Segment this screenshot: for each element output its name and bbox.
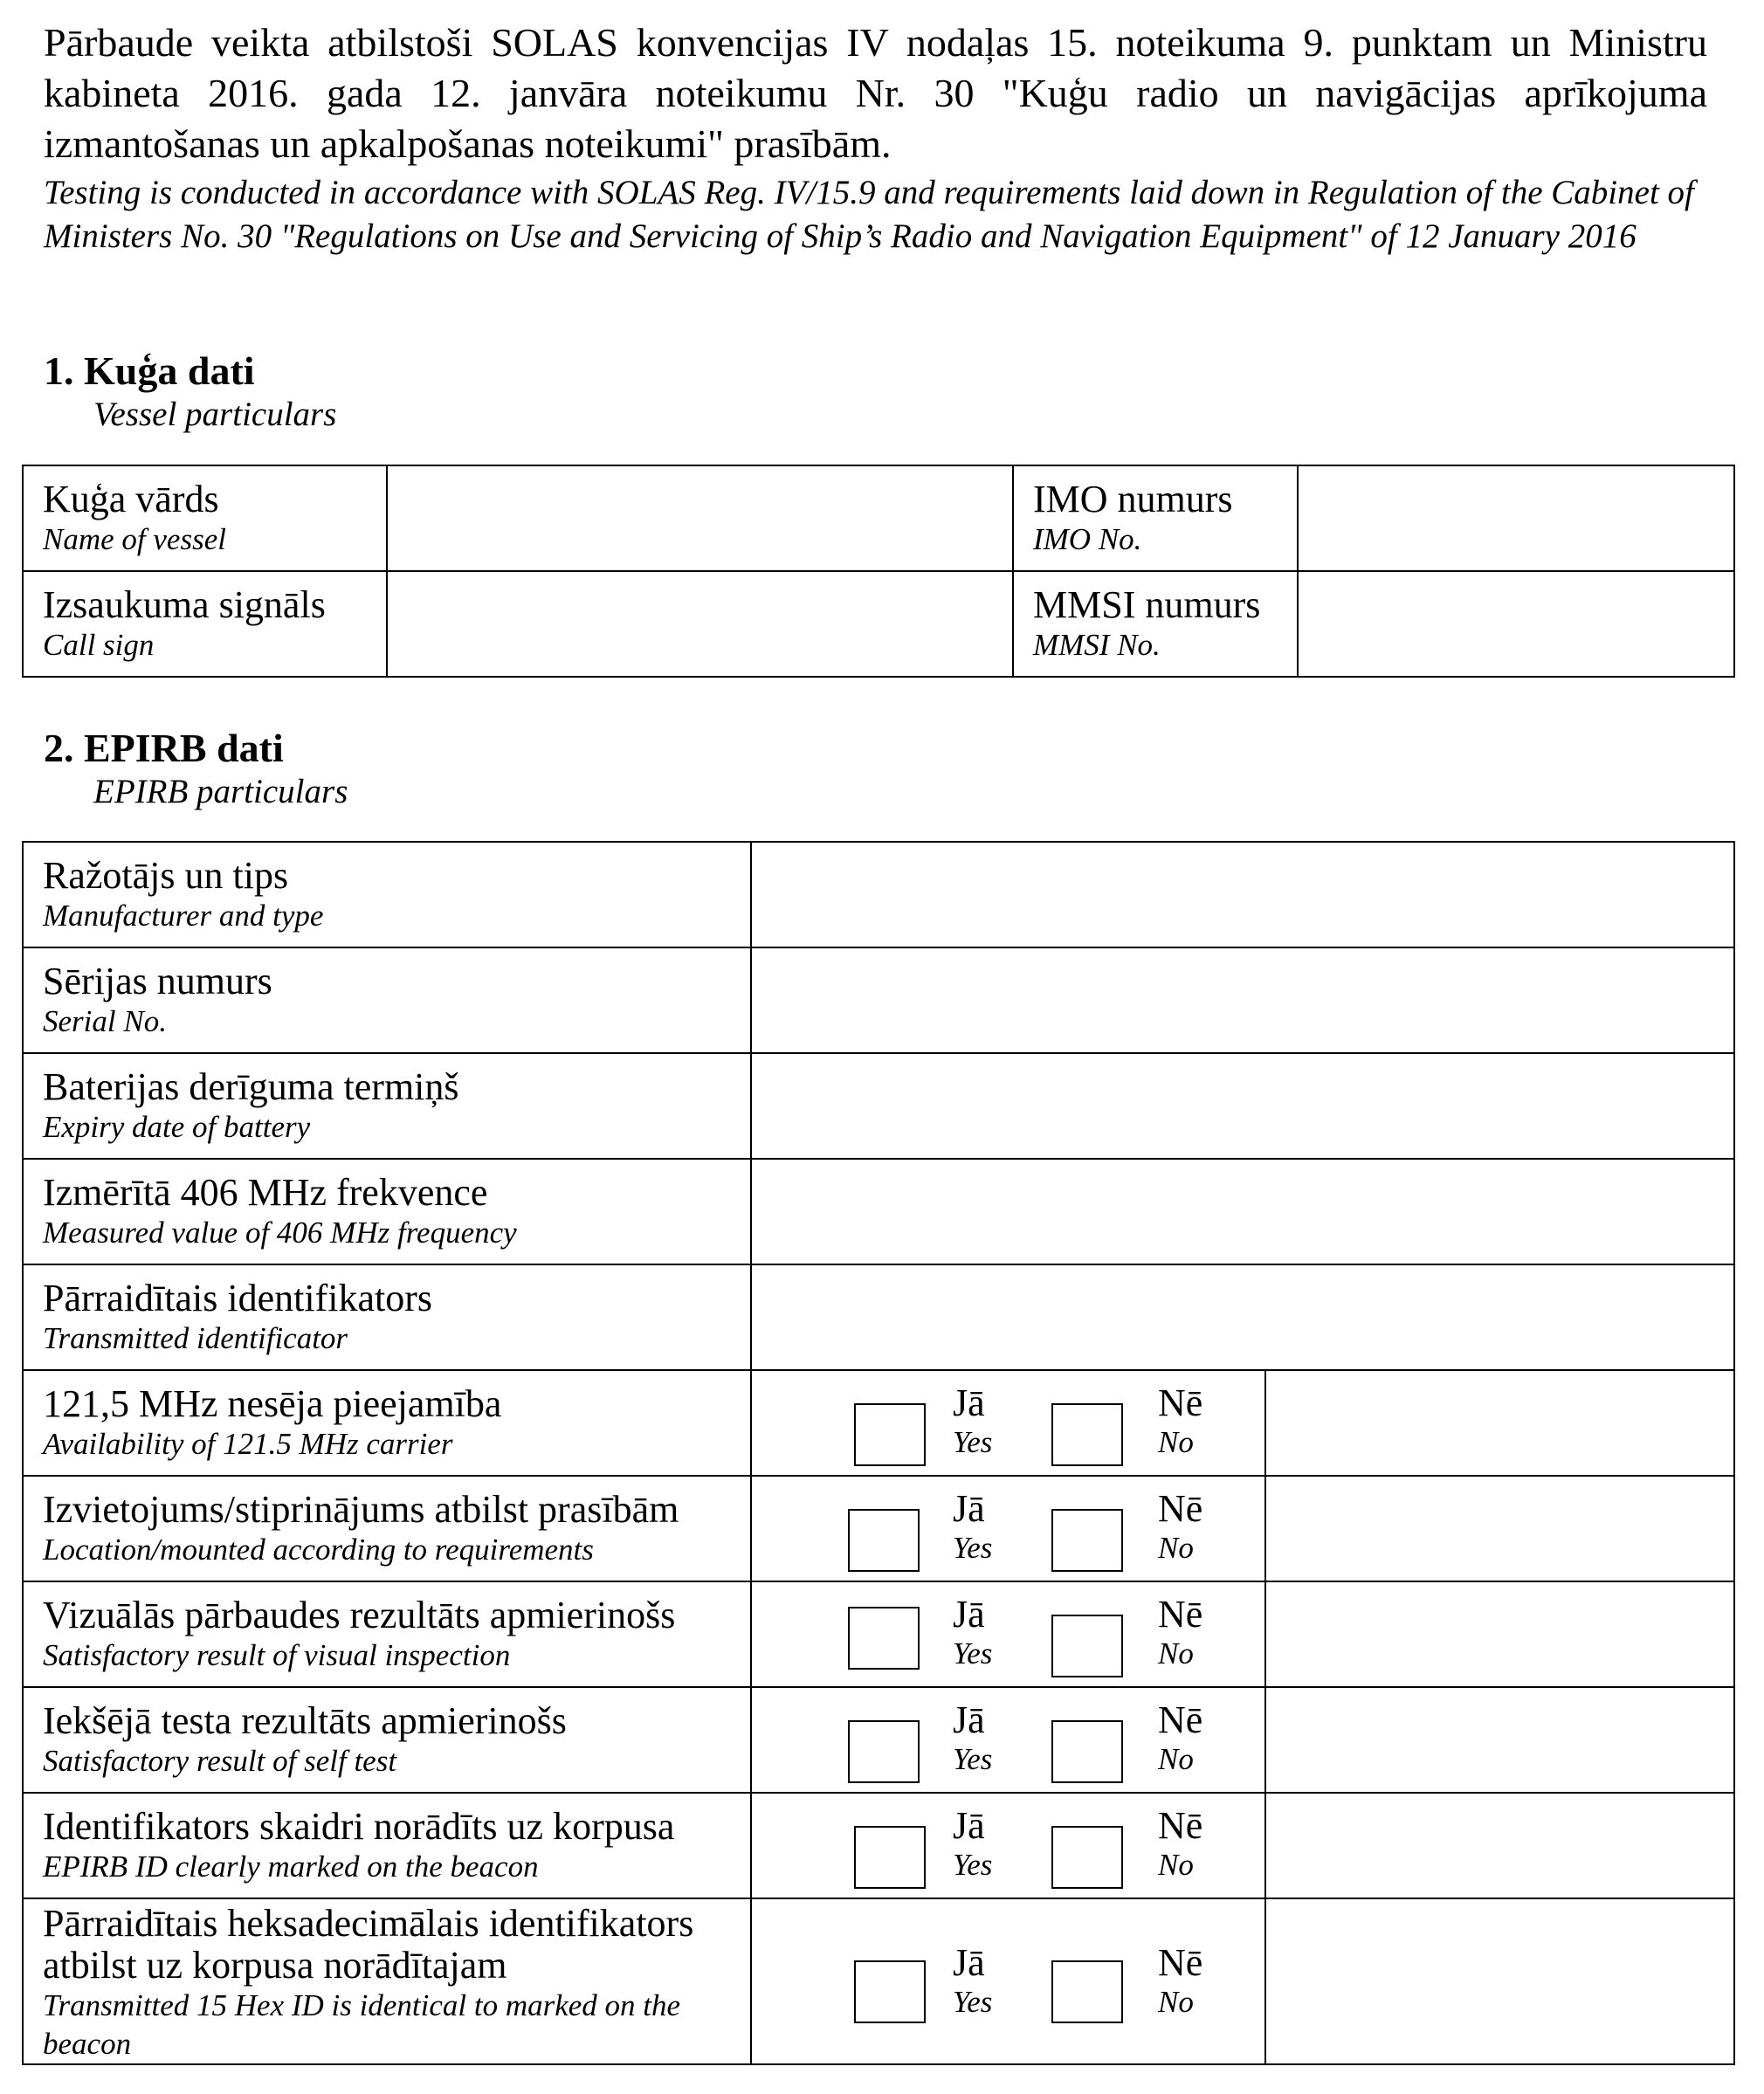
frequency-field[interactable]: [751, 1159, 1734, 1264]
manufacturer-type-field[interactable]: [751, 842, 1734, 947]
vessel-table: [22, 465, 1735, 678]
table-row: [23, 571, 1734, 677]
yes-label: Jā Yes: [953, 1487, 993, 1565]
no-checkbox[interactable]: [1051, 1615, 1123, 1677]
table-row: [23, 842, 1734, 947]
no-label: Nē No: [1158, 1593, 1203, 1670]
vessel-name-label: Kuģa vārds Name of vessel: [23, 465, 387, 571]
yes-label: Jā Yes: [953, 1941, 993, 2019]
table-row: [23, 1793, 1734, 1898]
serial-number-label: Sērijas numurs Serial No.: [23, 947, 751, 1053]
section2-subtitle: EPIRB particulars: [93, 773, 348, 810]
remarks-field[interactable]: [1265, 1476, 1734, 1581]
no-checkbox[interactable]: [1051, 1720, 1123, 1783]
yes-no-cell: [751, 1898, 1265, 2064]
vessel-name-field[interactable]: [387, 465, 1013, 571]
frequency-label: Izmērītā 406 MHz frekvence Measured value of 406 MHz frequency: [23, 1159, 751, 1264]
table-row: [23, 1687, 1734, 1793]
yes-checkbox[interactable]: [854, 1826, 926, 1889]
no-label: Nē No: [1158, 1381, 1203, 1459]
yes-label: Jā Yes: [953, 1804, 993, 1882]
yes-checkbox[interactable]: [854, 1960, 926, 2023]
table-row: [23, 1898, 1734, 2064]
visual-inspection-label: Vizuālās pārbaudes rezultāts apmierinošs Satisfactory result of visual inspection: [23, 1581, 751, 1687]
battery-expiry-label: Baterijas derīguma termiņš Expiry date of battery: [23, 1053, 751, 1159]
intro-text-en: Testing is conducted in accordance with SOLAS Reg. IV/15.9 and requirements laid down in Regulation of the Cabinet of Ministers No. 30 "Regulations on Use and Servicing of Ship’s Radio and Navigation Equipment" of 12 January 2016: [44, 174, 1694, 255]
table-row: [23, 1476, 1734, 1581]
manufacturer-type-label: Ražotājs un tips Manufacturer and type: [23, 842, 751, 947]
remarks-field[interactable]: [1265, 1581, 1734, 1687]
remarks-field[interactable]: [1265, 1370, 1734, 1476]
table-row: [23, 1370, 1734, 1476]
section1-title: 1. Kuģa dati: [44, 348, 255, 393]
location-mounted-label: Izvietojums/stiprinājums atbilst prasībām Location/mounted according to requirements: [23, 1476, 751, 1581]
yes-checkbox[interactable]: [848, 1720, 920, 1783]
call-sign-field[interactable]: [387, 571, 1013, 677]
mmsi-number-field[interactable]: [1298, 571, 1734, 677]
hex-id-label: Pārraidītais heksadecimālais identifikators atbilst uz korpusa norādītajam Transmitted 15 Hex ID is identical to marked on the beacon: [23, 1898, 751, 2064]
mmsi-number-label: MMSI numurs MMSI No.: [1013, 571, 1298, 677]
yes-no-cell: [751, 1370, 1265, 1476]
yes-no-cell: [751, 1581, 1265, 1687]
no-checkbox[interactable]: [1051, 1826, 1123, 1889]
yes-no-cell: [751, 1476, 1265, 1581]
battery-expiry-field[interactable]: [751, 1053, 1734, 1159]
yes-checkbox[interactable]: [848, 1607, 920, 1670]
no-label: Nē No: [1158, 1487, 1203, 1565]
yes-checkbox[interactable]: [854, 1403, 926, 1466]
table-row: [23, 1053, 1734, 1159]
no-checkbox[interactable]: [1051, 1403, 1123, 1466]
table-row: [23, 1159, 1734, 1264]
table-row: [23, 465, 1734, 571]
imo-number-label: IMO numurs IMO No.: [1013, 465, 1298, 571]
self-test-label: Iekšējā testa rezultāts apmierinošs Satisfactory result of self test: [23, 1687, 751, 1793]
remarks-field[interactable]: [1265, 1793, 1734, 1898]
no-checkbox[interactable]: [1051, 1509, 1123, 1572]
section1-subtitle: Vessel particulars: [93, 396, 337, 433]
yes-no-cell: [751, 1687, 1265, 1793]
identificator-field[interactable]: [751, 1264, 1734, 1370]
yes-checkbox[interactable]: [848, 1509, 920, 1572]
table-row: [23, 1581, 1734, 1687]
intro-text-lv: Pārbaude veikta atbilstoši SOLAS konvencijas IV nodaļas 15. noteikuma 9. punktam un Ministru kabineta 2016. gada 12. janvāra noteikumu Nr. 30 "Kuģu radio un navigācijas aprīkojuma izmantošanas un apkalpošanas noteikumi" prasībām.: [44, 20, 1707, 166]
table-row: [23, 1264, 1734, 1370]
yes-label: Jā Yes: [953, 1381, 993, 1459]
yes-label: Jā Yes: [953, 1593, 993, 1670]
remarks-field[interactable]: [1265, 1898, 1734, 2064]
id-marked-label: Identifikators skaidri norādīts uz korpusa EPIRB ID clearly marked on the beacon: [23, 1793, 751, 1898]
remarks-field[interactable]: [1265, 1687, 1734, 1793]
serial-number-field[interactable]: [751, 947, 1734, 1053]
yes-label: Jā Yes: [953, 1698, 993, 1776]
section2-title: 2. EPIRB dati: [44, 726, 284, 770]
no-label: Nē No: [1158, 1804, 1203, 1882]
table-row: [23, 947, 1734, 1053]
imo-number-field[interactable]: [1298, 465, 1734, 571]
epirb-table: [22, 841, 1735, 2065]
yes-no-cell: [751, 1793, 1265, 1898]
identificator-label: Pārraidītais identifikators Transmitted identificator: [23, 1264, 751, 1370]
call-sign-label: Izsaukuma signāls Call sign: [23, 571, 387, 677]
carrier-availability-label: 121,5 MHz nesēja pieejamība Availability of 121.5 MHz carrier: [23, 1370, 751, 1476]
no-label: Nē No: [1158, 1941, 1203, 2019]
no-label: Nē No: [1158, 1698, 1203, 1776]
no-checkbox[interactable]: [1051, 1960, 1123, 2023]
